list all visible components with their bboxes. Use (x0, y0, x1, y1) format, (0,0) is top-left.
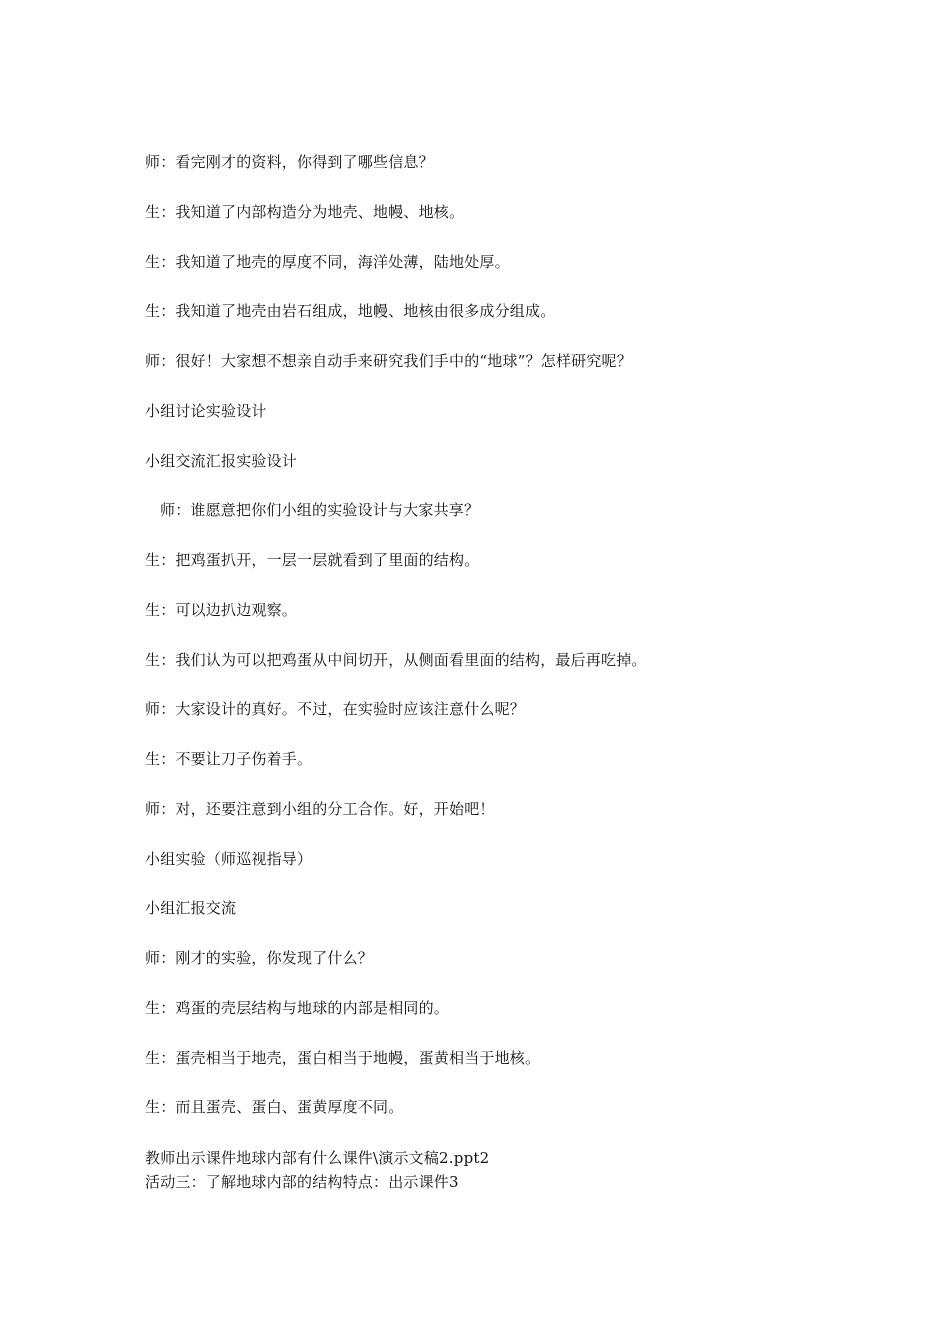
dialogue-line: 师：大家设计的真好。不过，在实验时应该注意什么呢？ (145, 700, 526, 718)
dialogue-line: 生：而且蛋壳、蛋白、蛋黄厚度不同。 (145, 1098, 404, 1116)
section-line: 小组汇报交流 (145, 899, 237, 917)
dialogue-line: 生：我知道了内部构造分为地壳、地幔、地核。 (145, 203, 465, 221)
dialogue-line: 师：刚才的实验，你发现了什么？ (145, 949, 374, 967)
dialogue-line: 师：谁愿意把你们小组的实验设计与大家共享？ (160, 501, 480, 519)
section-line: 小组实验（师巡视指导） (145, 850, 313, 868)
dialogue-line: 生：我们认为可以把鸡蛋从中间切开，从侧面看里面的结构，最后再吃掉。 (145, 651, 647, 669)
activity-heading: 活动三：了解地球内部的结构特点：出示课件3 (145, 1173, 459, 1191)
dialogue-line: 师：对，还要注意到小组的分工合作。好，开始吧！ (145, 800, 495, 818)
dialogue-line: 师：很好！大家想不想亲自动手来研究我们手中的“地球”？怎样研究呢？ (145, 352, 632, 370)
section-line: 小组交流汇报实验设计 (145, 452, 298, 470)
dialogue-line: 生：我知道了地壳由岩石组成，地幔、地核由很多成分组成。 (145, 302, 556, 320)
dialogue-line: 生：可以边扒边观察。 (145, 601, 298, 619)
courseware-reference: 教师出示课件地球内部有什么课件\演示文稿2.ppt2 (145, 1149, 490, 1167)
dialogue-line: 生：蛋壳相当于地壳，蛋白相当于地幔，蛋黄相当于地核。 (145, 1049, 541, 1067)
dialogue-line: 生：不要让刀子伤着手。 (145, 750, 313, 768)
dialogue-line: 生：把鸡蛋扒开，一层一层就看到了里面的结构。 (145, 551, 480, 569)
dialogue-line: 生：鸡蛋的壳层结构与地球的内部是相同的。 (145, 999, 450, 1017)
dialogue-line: 师：看完刚才的资料，你得到了哪些信息？ (145, 153, 434, 171)
dialogue-line: 生：我知道了地壳的厚度不同，海洋处薄，陆地处厚。 (145, 253, 510, 271)
section-line: 小组讨论实验设计 (145, 402, 267, 420)
